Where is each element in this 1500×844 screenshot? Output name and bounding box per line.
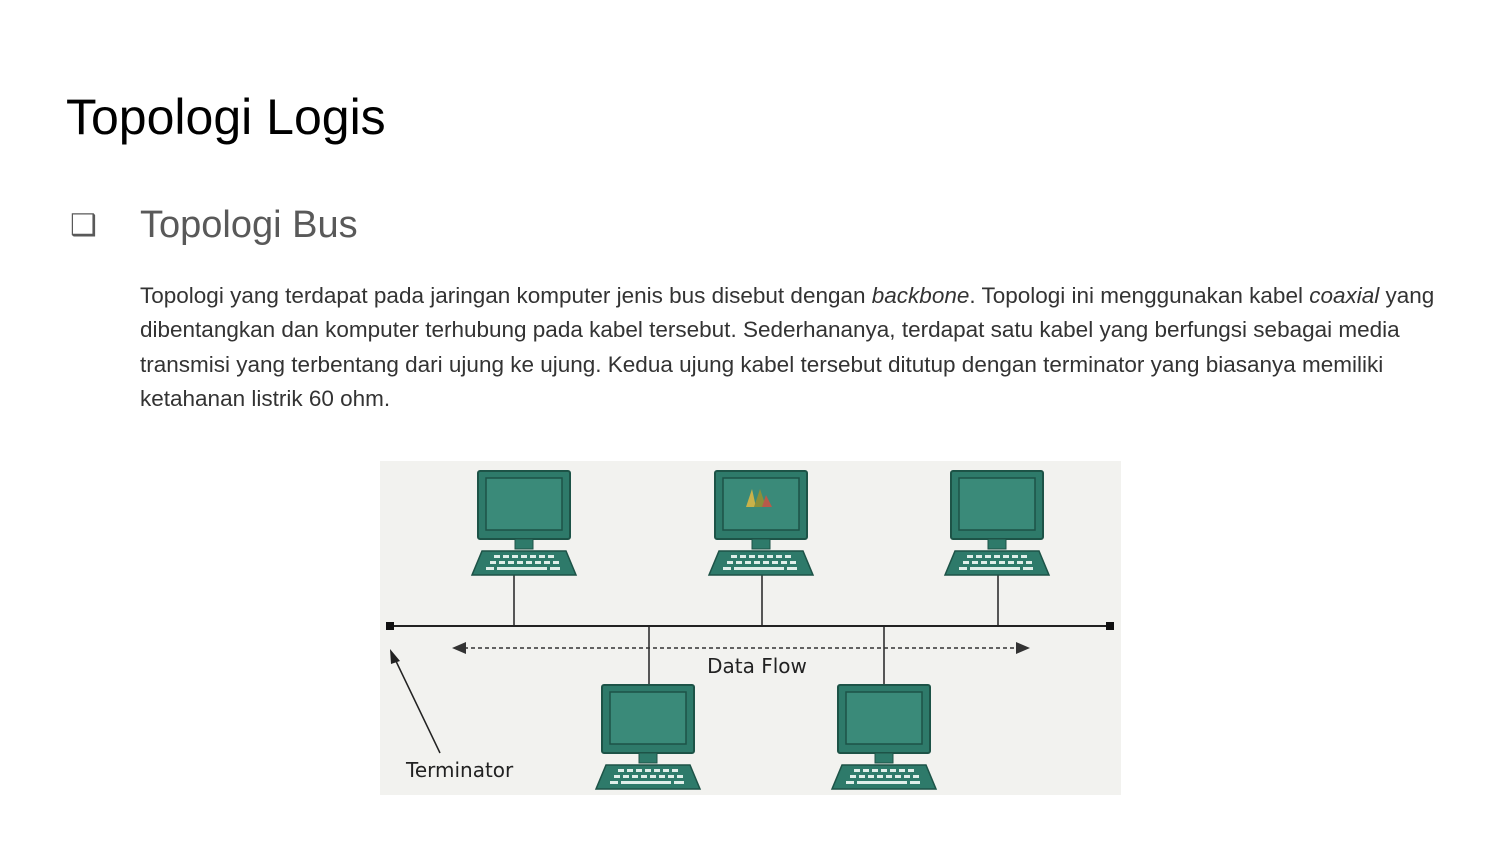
- computer-icon: [472, 471, 576, 575]
- terminator-left-icon: [386, 622, 394, 630]
- hollow-square-bullet-icon: ❑: [70, 208, 97, 243]
- paragraph-text-1: Topologi yang terdapat pada jaringan komputer jenis bus disebut dengan: [140, 283, 872, 308]
- data-flow-label: Data Flow: [707, 654, 807, 678]
- computer-icon: [945, 471, 1049, 575]
- computer-icon: [832, 685, 936, 789]
- bullet-heading: Topologi Bus: [140, 204, 358, 246]
- description-paragraph: [140, 279, 1450, 416]
- page-title: Topologi Logis: [66, 89, 386, 145]
- paragraph-italic-coaxial: coaxial: [1309, 283, 1380, 308]
- paragraph-text-3: yang dibentangkan dan komputer terhubung pada kabel tersebut. Sederhananya, terdapat satu kabel yang berfungsi sebagai media transmisi yang terbentang dari ujung ke ujung. Kedua ujung kabel tersebut ditutup dengan terminator yang biasanya memiliki ketahanan listrik 60 ohm.: [140, 283, 1435, 411]
- bus-topology-diagram: [380, 461, 1121, 795]
- paragraph-italic-backbone: backbone: [871, 283, 970, 308]
- terminator-right-icon: [1106, 622, 1114, 630]
- computer-icon: [596, 685, 700, 789]
- computer-icon: [709, 471, 813, 575]
- paragraph-text-2: . Topologi ini menggunakan kabel: [969, 283, 1310, 308]
- terminator-label: Terminator: [406, 758, 514, 782]
